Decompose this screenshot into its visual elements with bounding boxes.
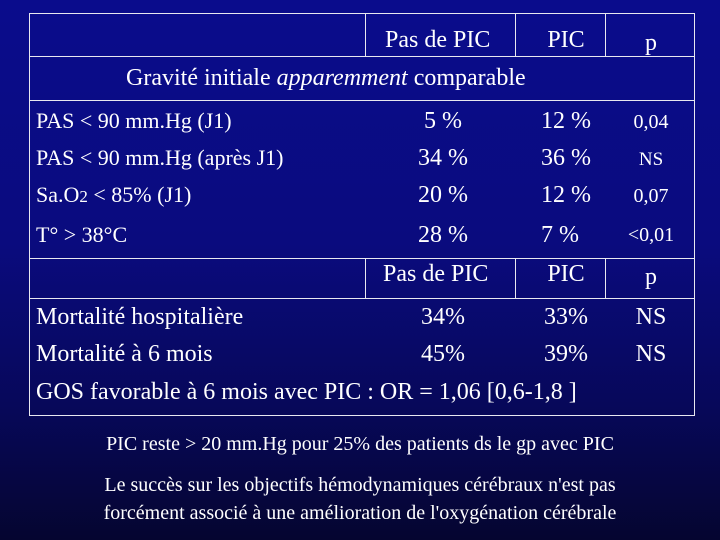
table-border-top <box>29 13 695 14</box>
header-pic: PIC <box>547 27 585 53</box>
row-sans-pic-mortalite-hospitaliere: 34% <box>421 304 465 330</box>
row-p-sao2: 0,07 <box>633 185 669 207</box>
row-sans-pic-pas-j1: 5 % <box>424 108 462 134</box>
header2-p: p <box>645 264 657 290</box>
row-p-mortalite-6-mois: NS <box>635 341 667 367</box>
row-p-pas-j1: 0,04 <box>633 111 669 133</box>
col-divider-3b <box>605 258 606 298</box>
table-border-bottom <box>29 415 695 416</box>
note-succes-line-1: Le succès sur les objectifs hémodynamiques cérébraux n'est pas <box>104 474 616 496</box>
col-divider-2b <box>515 258 516 298</box>
row-label-mortalite-hospitaliere: Mortalité hospitalière <box>36 304 244 330</box>
row-pic-mortalite-6-mois: 39% <box>544 341 588 367</box>
row-p-temperature: <0,01 <box>627 224 675 246</box>
row-pic-pas-j1: 12 % <box>541 108 591 134</box>
header-sans-pic: Pas de PIC <box>385 27 491 53</box>
row-pic-temperature: 7 % <box>541 222 579 248</box>
col-divider-3 <box>605 13 606 56</box>
divider-header <box>29 56 695 57</box>
table-border-left <box>29 13 30 416</box>
row-sans-pic-temperature: 28 % <box>418 222 468 248</box>
row-sans-pic-pas-apres-j1: 34 % <box>418 145 468 171</box>
table-border-right <box>694 13 695 416</box>
header-p: p <box>645 30 657 56</box>
col-divider-1 <box>365 13 366 56</box>
row-p-pas-apres-j1: NS <box>638 149 664 170</box>
row-sans-pic-sao2: 20 % <box>418 182 468 208</box>
table1-subtitle: Gravité initiale apparemment comparable <box>126 65 526 91</box>
note-succes-line-2: forcément associé à une amélioration de l'oxygénation cérébrale <box>103 502 617 524</box>
divider-table2-top <box>29 258 695 259</box>
row-p-mortalite-hospitaliere: NS <box>635 304 667 330</box>
row-label-pas-j1: PAS < 90 mm.Hg (J1) <box>36 108 232 133</box>
header2-pic: PIC <box>547 261 585 287</box>
divider-table2-header <box>29 298 695 299</box>
header2-sans-pic: Pas de PIC <box>383 261 489 287</box>
row-pic-pas-apres-j1: 36 % <box>541 145 591 171</box>
col-divider-1b <box>365 258 366 298</box>
divider-subtitle <box>29 100 695 101</box>
row-pic-mortalite-hospitaliere: 33% <box>544 304 588 330</box>
gos-favorable-line: GOS favorable à 6 mois avec PIC : OR = 1,06 [0,6-1,8 ] <box>36 379 577 405</box>
row-label-mortalite-6-mois: Mortalité à 6 mois <box>36 341 213 367</box>
note-pic-reste: PIC reste > 20 mm.Hg pour 25% des patients ds le gp avec PIC <box>106 433 614 455</box>
row-pic-sao2: 12 % <box>541 182 591 208</box>
col-divider-2 <box>515 13 516 56</box>
row-label-temperature: T° > 38°C <box>36 222 128 247</box>
row-sans-pic-mortalite-6-mois: 45% <box>421 341 465 367</box>
row-label-pas-apres-j1: PAS < 90 mm.Hg (après J1) <box>36 145 284 170</box>
row-label-sao2: Sa.O2 < 85% (J1) <box>36 182 192 207</box>
